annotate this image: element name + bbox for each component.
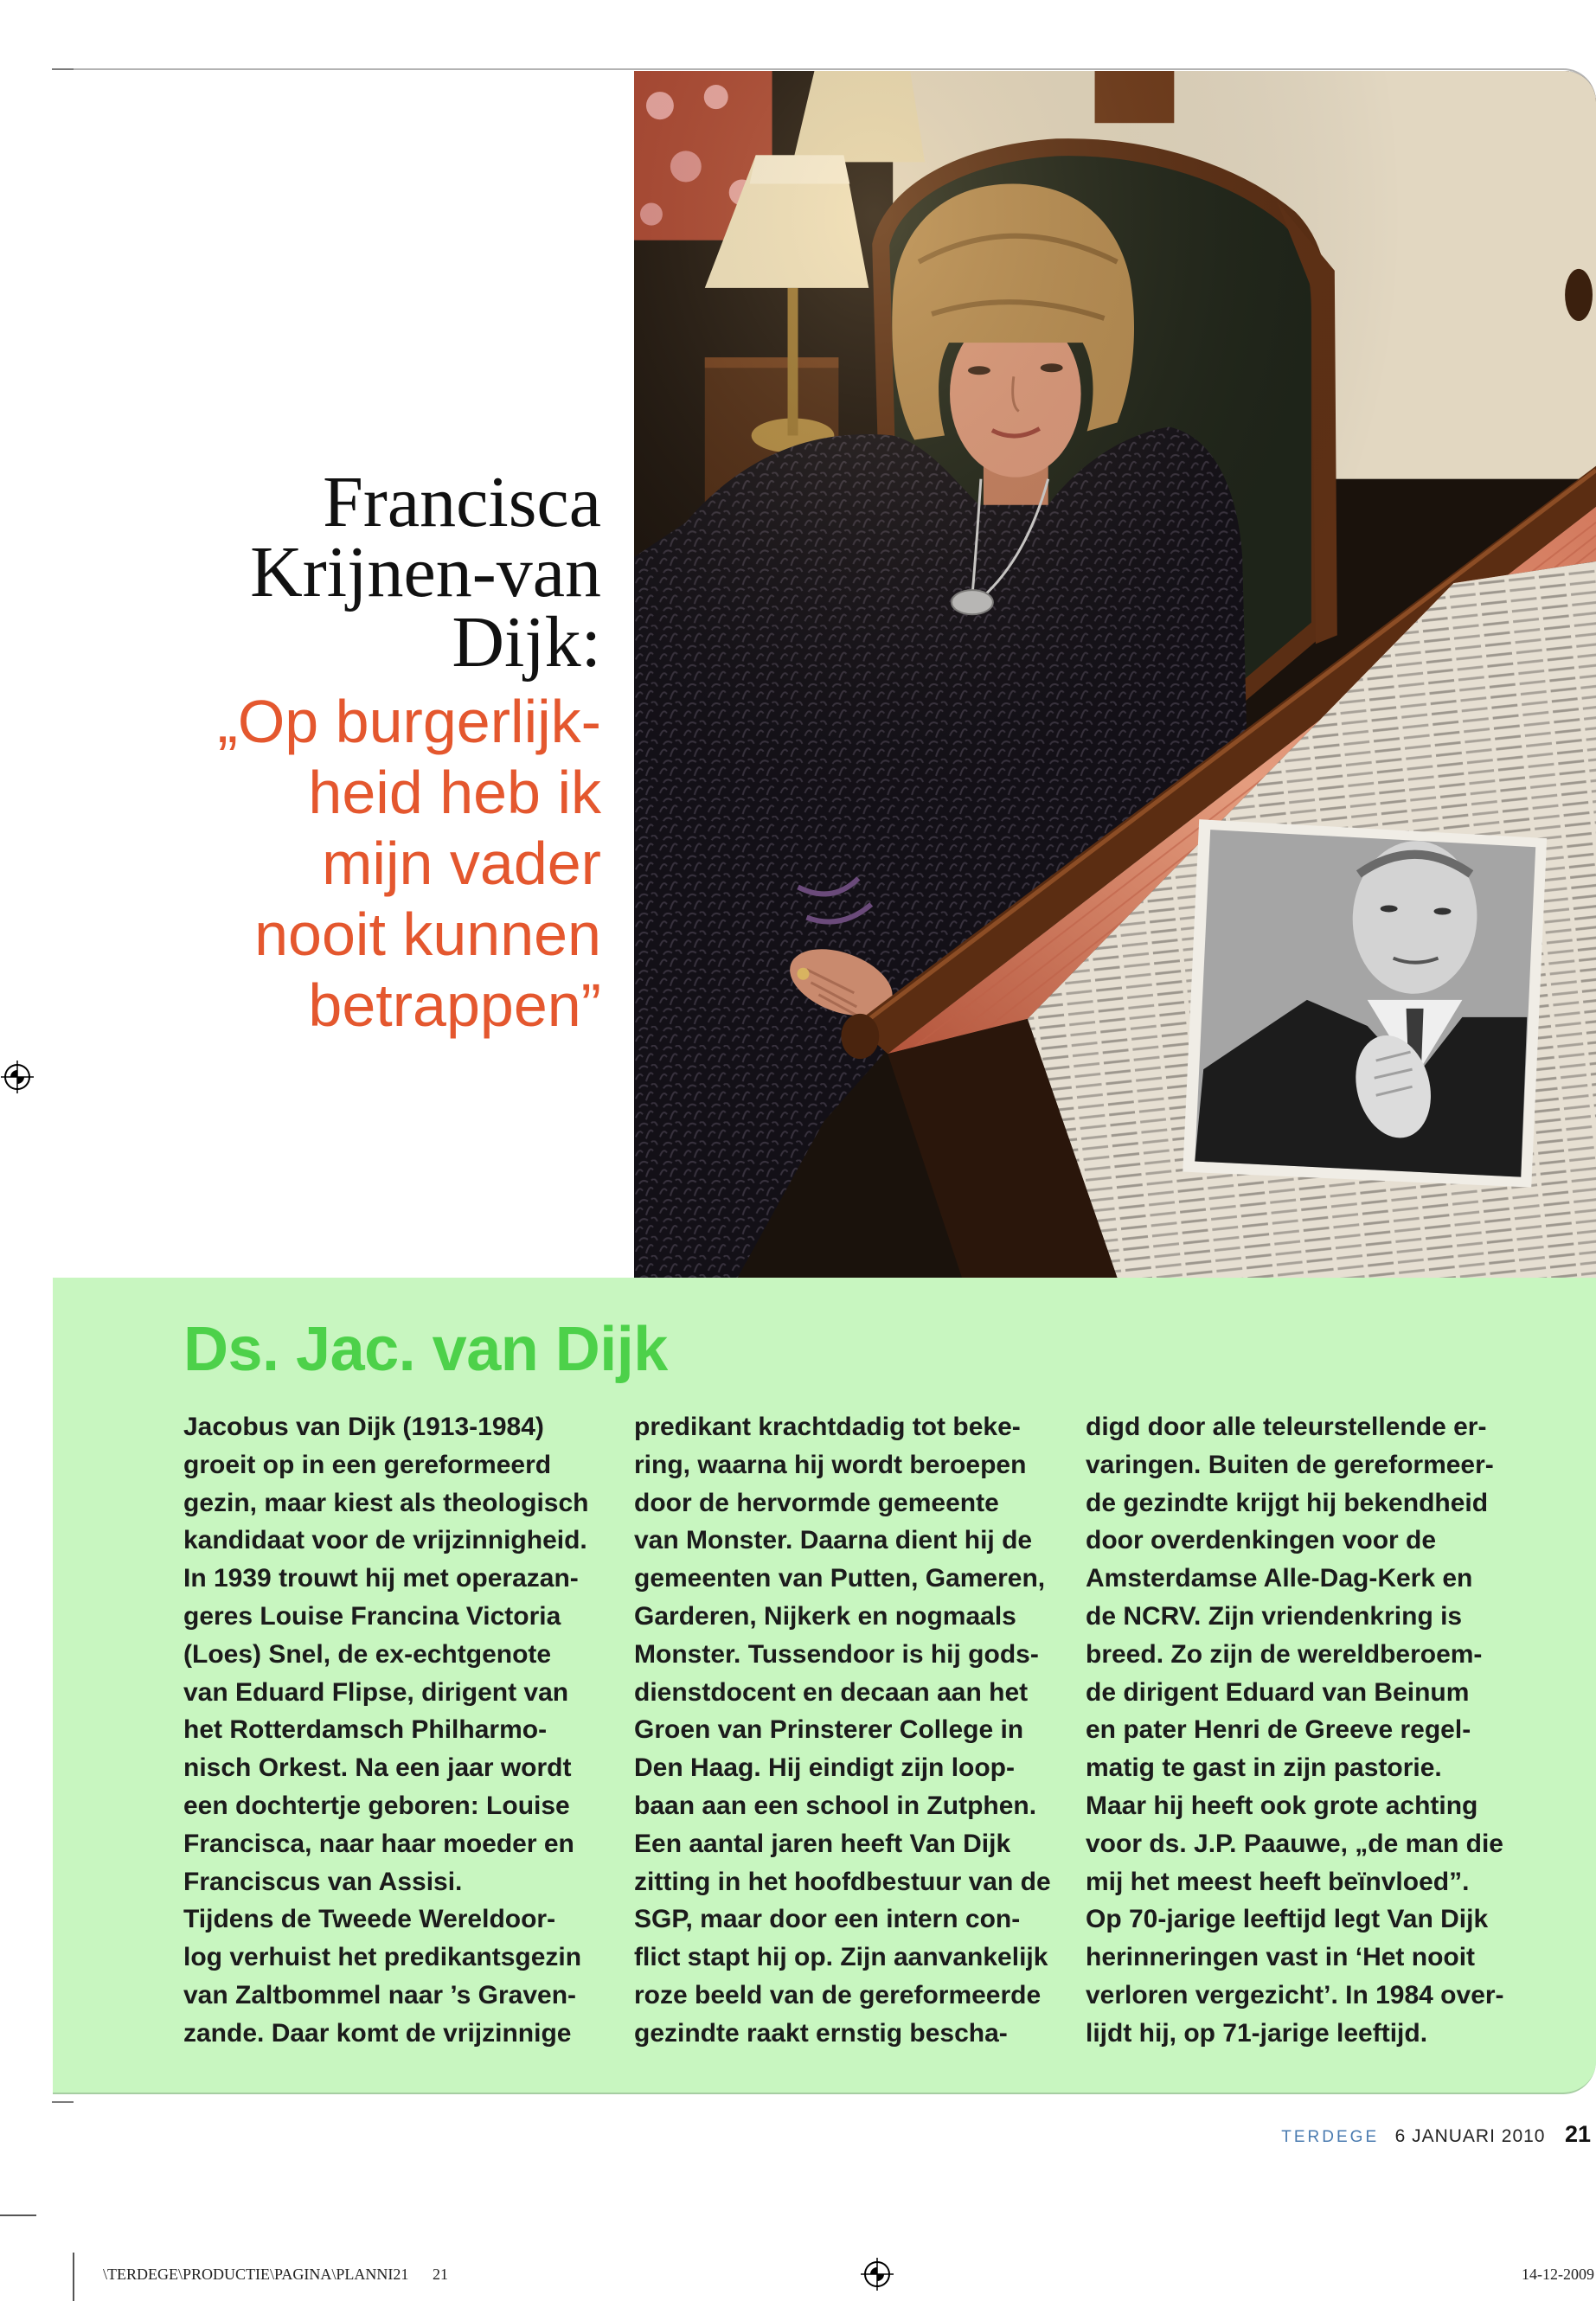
sidebar-text-line: gemeenten van Putten, Gameren, [634, 1564, 1046, 1593]
sidebar-text-line: kandidaat voor de vrijzinnigheid. [183, 1526, 587, 1555]
sidebar-text-line: herinneringen vast in ‘Het nooit [1086, 1943, 1476, 1972]
crop-mark [73, 2253, 74, 2301]
sidebar-text-line: de NCRV. Zijn vriendenkring is [1086, 1601, 1463, 1631]
sidebar-text-line: Franciscus van Assisi. [183, 1867, 463, 1896]
sidebar-text-line: verloren vergezicht’. In 1984 over- [1086, 1980, 1504, 2009]
title-line: Francisca [323, 462, 601, 542]
quote-line: mijn vader [322, 830, 601, 897]
sidebar-text-line: gezindte raakt ernstig bescha- [634, 2018, 1008, 2048]
sidebar-column-2 [634, 1408, 1080, 2053]
sidebar-text-line: Een aantal jaren heeft Van Dijk [634, 1829, 1011, 1858]
sidebar-text-line: SGP, maar door een intern con- [634, 1905, 1021, 1934]
quote-line: nooit kunnen [254, 901, 601, 968]
sidebar-text-line: een dochtertje geboren: Louise [183, 1791, 570, 1820]
sidebar-text-line: Jacobus van Dijk (1913-1984) [183, 1413, 544, 1441]
sidebar-text-line: de gezindte krijgt hij bekendheid [1086, 1488, 1489, 1517]
sidebar-text-line: het Rotterdamsch Philharmo- [183, 1715, 548, 1745]
sidebar-text-line: nisch Orkest. Na een jaar wordt [183, 1753, 572, 1783]
sidebar-text-line: en pater Henri de Greeve regel- [1086, 1715, 1471, 1745]
slug-print-date: 14-12-2009 [1522, 2266, 1594, 2283]
sidebar-text-line: Garderen, Nijkerk en nogmaals [634, 1601, 1016, 1631]
sidebar-text-line: geres Louise Francina Victoria [183, 1601, 561, 1631]
sidebar-text-line: (Loes) Snel, de ex-echtgenote [183, 1639, 552, 1669]
sidebar-text-line: zande. Daar komt de vrijzinnige [183, 2018, 572, 2048]
sidebar-text-line: door overdenkingen voor de [1086, 1526, 1437, 1555]
sidebar-text-line: van Zaltbommel naar ’s Graven- [183, 1980, 577, 2009]
sidebar-column-1 [183, 1408, 629, 2053]
title-line: Krijnen-van [250, 532, 601, 612]
page-number: 21 [1564, 2121, 1591, 2147]
sidebar-text-line: roze beeld van de gereformeerde [634, 1980, 1042, 2009]
sidebar-text-line: digd door alle teleurstellende er- [1086, 1413, 1487, 1441]
sidebar-text-line: flict stapt hij op. Zijn aanvankelijk [634, 1943, 1048, 1972]
sidebar-text-line: Amsterdamse Alle-Dag-Kerk en [1086, 1564, 1473, 1593]
sidebar-text-line: mij het meest heeft beïnvloed”. [1086, 1867, 1470, 1896]
sidebar-column-3 [1086, 1408, 1531, 2053]
sidebar-text-line: lijdt hij, op 71-jarige leeftijd. [1086, 2018, 1428, 2048]
crop-mark [52, 68, 74, 70]
sidebar-text-line: matig te gast in zijn pastorie. [1086, 1753, 1442, 1783]
sidebar-text-line: zitting in het hoofdbestuur van de [634, 1867, 1051, 1896]
sidebar-text-line: In 1939 trouwt hij met operazan- [183, 1564, 579, 1593]
sidebar-text-line: ring, waarna hij wordt beroepen [634, 1450, 1027, 1479]
sidebar-text-line: gezin, maar kiest als theologisch [183, 1488, 589, 1517]
sidebar-text-line: voor ds. J.P. Paauwe, „de man die [1086, 1829, 1503, 1858]
crop-mark [52, 2101, 74, 2103]
sidebar-text-line: Monster. Tussendoor is hij gods- [634, 1639, 1039, 1669]
slug-page: 21 [433, 2266, 448, 2283]
page-footer [1281, 2119, 1591, 2153]
sidebar-text-line: varingen. Buiten de gereformeer- [1086, 1450, 1494, 1479]
registration-mark-icon [0, 1060, 35, 1094]
slug-file-path: \TERDEGE\PRODUCTIE\PAGINA\PLANNI21 [103, 2266, 409, 2283]
crop-mark [0, 2214, 36, 2216]
article-quote [0, 686, 601, 1041]
article-photo [634, 71, 1596, 1278]
sidebar-text-line: log verhuist het predikantsgezin [183, 1943, 582, 1972]
sidebar-text-line: baan aan een school in Zutphen. [634, 1791, 1037, 1820]
sidebar-heading: Ds. Jac. van Dijk [183, 1315, 668, 1384]
sidebar-text-line: Maar hij heeft ook grote achting [1086, 1791, 1478, 1820]
sidebar-text-line: Op 70-jarige leeftijd legt Van Dijk [1086, 1905, 1489, 1934]
sidebar-text-line: predikant krachtdadig tot beke- [634, 1413, 1021, 1441]
sidebar-text-line: groeit op in een gereformeerd [183, 1450, 552, 1479]
quote-line: betrappen” [308, 971, 601, 1039]
title-line: Dijk: [452, 602, 601, 683]
sidebar-text-line: Groen van Prinsterer College in [634, 1715, 1024, 1745]
magazine-name: TERDEGE [1281, 2128, 1380, 2146]
sidebar-text-line: Tijdens de Tweede Wereldoor- [183, 1905, 556, 1934]
issue-date: 6 JANUARI 2010 [1394, 2126, 1546, 2146]
quote-line: „Op burgerlijk- [217, 688, 601, 755]
sidebar-text-line: dienstdocent en decaan aan het [634, 1677, 1029, 1707]
sidebar-text-line: Francisca, naar haar moeder en [183, 1829, 574, 1858]
sidebar-text-line: van Eduard Flipse, dirigent van [183, 1677, 569, 1707]
article-title [0, 462, 601, 683]
sidebar-text-line: Den Haag. Hij eindigt zijn loop- [634, 1753, 1015, 1783]
sidebar-text-line: de dirigent Eduard van Beinum [1086, 1677, 1470, 1707]
registration-mark-icon [860, 2257, 894, 2291]
quote-line: heid heb ik [308, 759, 601, 826]
sidebar-text-line: breed. Zo zijn de wereldberoem- [1086, 1639, 1483, 1669]
sidebar-text-line: van Monster. Daarna dient hij de [634, 1526, 1033, 1555]
sidebar-text-line: door de hervormde gemeente [634, 1488, 999, 1517]
photo-illustration [634, 71, 1596, 1278]
